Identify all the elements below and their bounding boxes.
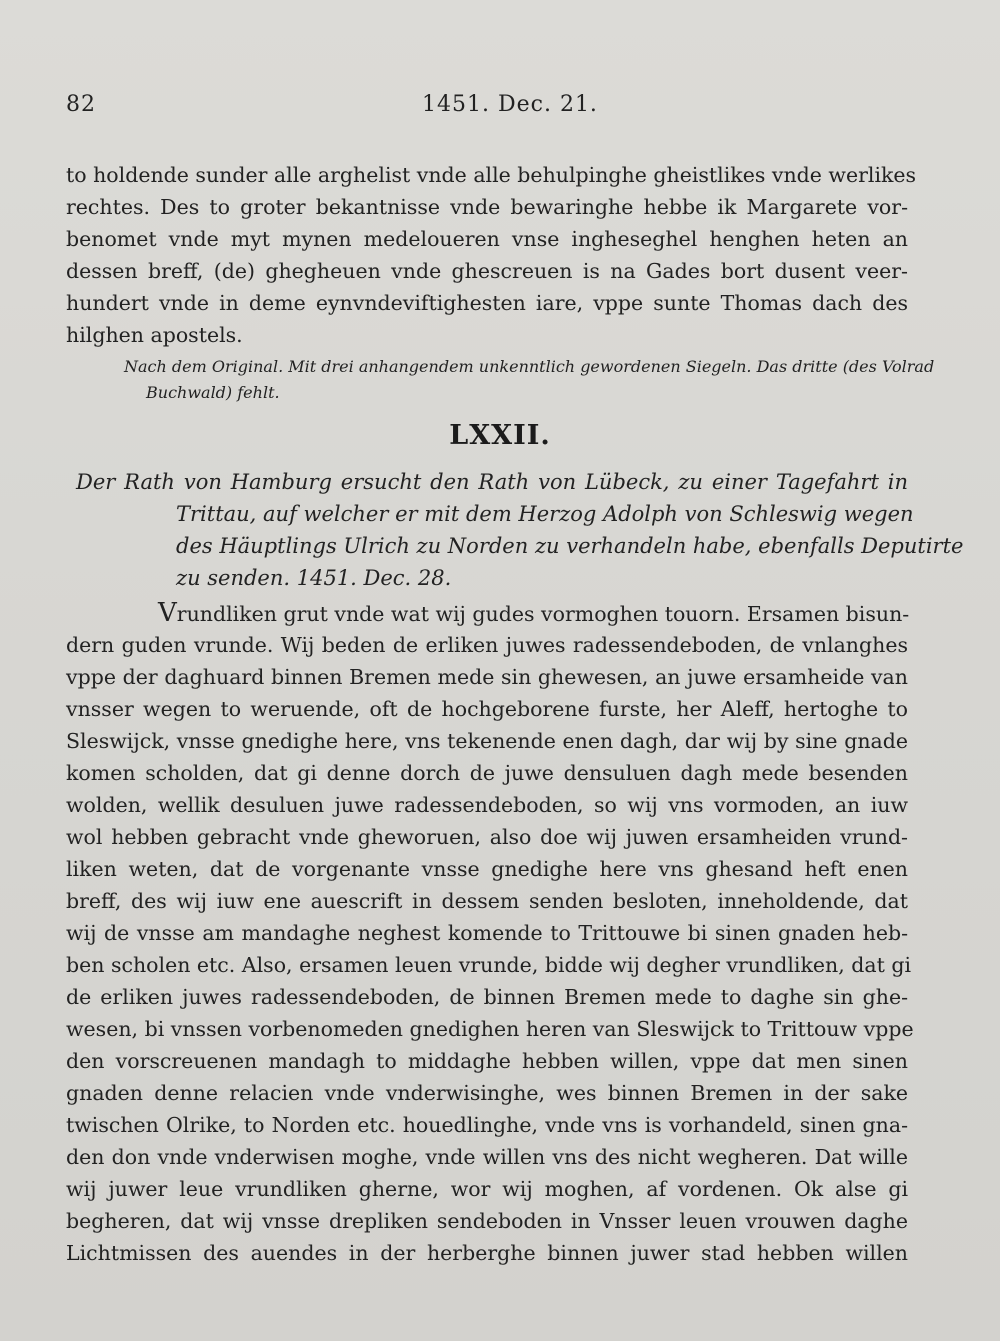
text-line: begheren, dat wij vnsse drepliken sendeboden in Vnsser leuen vrouwen daghe <box>66 1209 908 1233</box>
text-line: wij de vnsse am mandaghe neghest komende to Trittouwe bi sinen gnaden heb- <box>66 921 908 945</box>
text-line: vnsser wegen to weruende, oft de hochgeborene furste, her Aleff, hertoghe to <box>66 697 908 721</box>
page-number: 82 <box>66 92 96 117</box>
text-line: wij juwer leue vrundliken gherne, wor wij moghen, af vordenen. Ok alse gi <box>66 1177 908 1201</box>
text-line: Lichtmissen des auendes in der herberghe binnen juwer stad hebben willen <box>66 1241 908 1265</box>
text-line: gnaden denne relacien vnde vnderwisinghe, wes binnen Bremen in der sake <box>66 1081 908 1105</box>
rubric-line: Trittau, auf welcher er mit dem Herzog Adolph von Schleswig wegen <box>176 502 914 526</box>
first-line-text: rundliken grut vnde wat wij gudes vormoghen touorn. Ersamen bisun- <box>176 602 910 626</box>
text-line: wolden, wellik desuluen juwe radessendeboden, so wij vns vormoden, an iuw <box>66 793 908 817</box>
text-line: de erliken juwes radessendeboden, de binnen Bremen mede to daghe sin ghe- <box>66 985 908 1009</box>
rubric-line: des Häuptlings Ulrich zu Norden zu verhandeln habe, ebenfalls Deputirte <box>176 534 964 558</box>
text-line: liken weten, dat de vorgenante vnsse gnedighe here vns ghesand heft enen <box>66 857 908 881</box>
text-line: den don vnde vnderwisen moghe, vnde willen vns des nicht wegheren. Dat wille <box>66 1145 908 1169</box>
text-line-first <box>158 598 908 629</box>
text-line: hilghen apostels. <box>66 323 243 347</box>
page-header <box>66 92 906 122</box>
text-line: den vorscreuenen mandagh to middaghe hebben willen, vppe dat men sinen <box>66 1049 908 1073</box>
running-head: 1451. Dec. 21. <box>422 92 598 117</box>
text-line: twischen Olrike, to Norden etc. houedlinghe, vnde vns is vorhandeld, sinen gna- <box>66 1113 908 1137</box>
note-line: Nach dem Original. Mit drei anhangendem unkenntlich gewordenen Siegeln. Das dritte (des Volrad <box>124 357 935 376</box>
text-line: Sleswijck, vnsse gnedighe here, vns tekenende enen dagh, dar wij by sine gnade <box>66 729 908 753</box>
text-line: wesen, bi vnssen vorbenomeden gnedighen heren van Sleswijck to Trittouw vppe <box>66 1017 914 1041</box>
initial-letter: V <box>158 598 177 628</box>
text-line: komen scholden, dat gi denne dorch de juwe densuluen dagh mede besenden <box>66 761 908 785</box>
text-line: ben scholen etc. Also, ersamen leuen vrunde, bidde wij degher vrundliken, dat gi <box>66 953 912 977</box>
text-line: benomet vnde myt mynen medeloueren vnse ingheseghel henghen heten an <box>66 227 908 251</box>
text-line: to holdende sunder alle arghelist vnde alle behulpinghe gheistlikes vnde werlikes <box>66 163 917 187</box>
text-line: hundert vnde in deme eynvndeviftighesten iare, vppe sunte Thomas dach des <box>66 291 908 315</box>
text-line: rechtes. Des to groter bekantnisse vnde bewaringhe hebbe ik Margarete vor- <box>66 195 908 219</box>
rubric-line: zu senden. 1451. Dec. 28. <box>176 566 452 590</box>
text-line: vppe der daghuard binnen Bremen mede sin ghewesen, an juwe ersamheide van <box>66 665 908 689</box>
text-line: dessen breff, (de) ghegheuen vnde ghescreuen is na Gades bort dusent veer- <box>66 259 908 283</box>
text-line: breff, des wij iuw ene auescrift in dessem senden besloten, inneholdende, dat <box>66 889 908 913</box>
rubric-line: Der Rath von Hamburg ersucht den Rath von Lübeck, zu einer Tagefahrt in <box>76 470 908 494</box>
text-line: wol hebben gebracht vnde gheworuen, also doe wij juwen ersamheiden vrund- <box>66 825 908 849</box>
note-line: Buchwald) fehlt. <box>146 383 280 402</box>
document-number: LXXII. <box>449 420 551 451</box>
text-line: dern guden vrunde. Wij beden de erliken juwes radessendeboden, de vnlanghes <box>66 633 908 657</box>
